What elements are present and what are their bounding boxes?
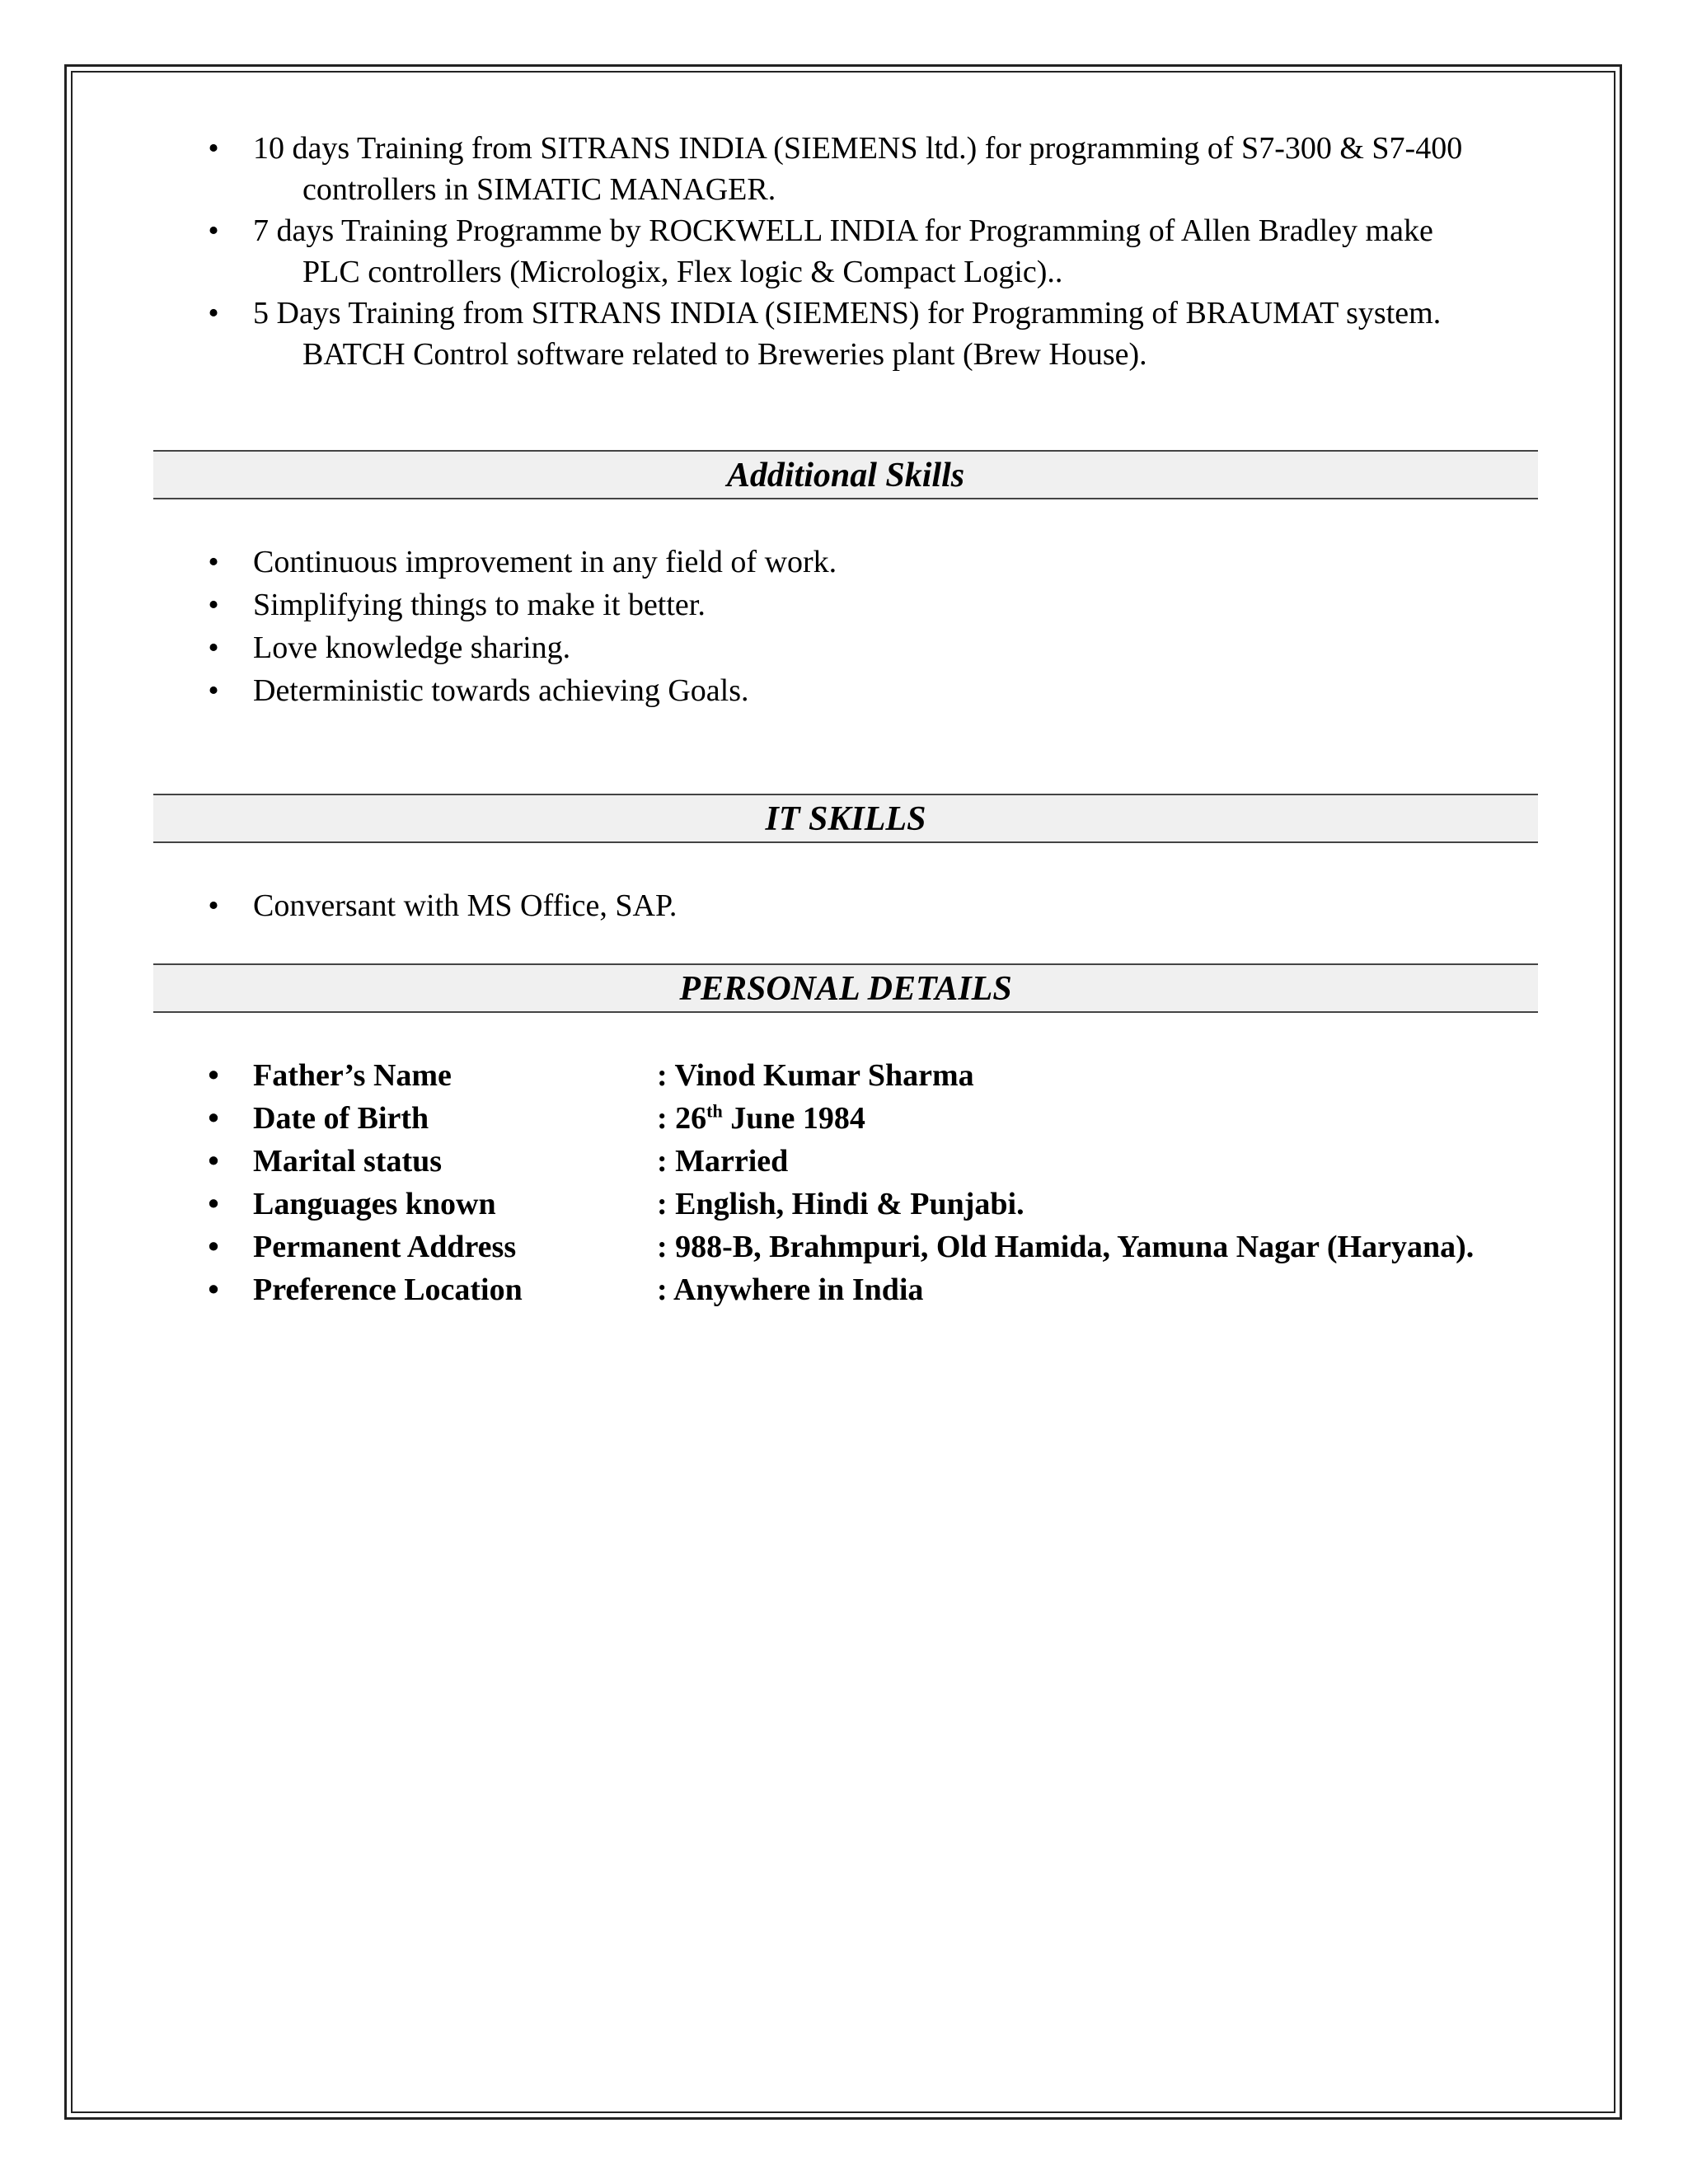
personal-detail-row	[153, 1268, 1538, 1311]
training-item	[153, 210, 1538, 293]
resume-page-content	[153, 128, 1538, 1311]
training-item-line2: PLC controllers (Micrologix, Flex logic & Compact Logic)..	[302, 255, 1063, 289]
bullet-icon: •	[208, 888, 219, 923]
skill-text: Continuous improvement in any field of work.	[253, 545, 837, 579]
detail-value: : English, Hindi & Punjabi.	[657, 1187, 1025, 1221]
bullet-icon: •	[208, 588, 219, 622]
training-item-line1: 7 days Training Programme by ROCKWELL INDIA for Programming of Allen Bradley make	[253, 213, 1433, 248]
section-header-additional-skills: Additional Skills	[153, 450, 1538, 499]
detail-value: : 988-B, Brahmpuri, Old Hamida, Yamuna Nagar (Haryana).	[657, 1230, 1475, 1264]
additional-skills-list	[153, 541, 1538, 712]
bullet-icon: •	[208, 545, 219, 579]
detail-label: Preference Location	[253, 1272, 523, 1307]
personal-details-list	[153, 1054, 1538, 1311]
personal-detail-row	[153, 1183, 1538, 1226]
bullet-icon: •	[208, 630, 219, 665]
detail-label: Father’s Name	[253, 1058, 452, 1093]
detail-label: Permanent Address	[253, 1230, 517, 1264]
dob-month-year: June 1984	[722, 1101, 865, 1136]
bullet-icon: •	[208, 1058, 219, 1093]
bullet-icon: •	[208, 1144, 219, 1179]
list-item	[153, 626, 1538, 669]
bullet-icon: •	[208, 131, 219, 166]
section-header-personal-details: PERSONAL DETAILS	[153, 963, 1538, 1013]
training-item-line1: 10 days Training from SITRANS INDIA (SIEMENS ltd.) for programming of S7-300 & S7-400	[253, 131, 1463, 166]
training-item	[153, 293, 1538, 375]
detail-value: : Married	[657, 1144, 789, 1179]
training-item-line2: controllers in SIMATIC MANAGER.	[302, 172, 776, 207]
list-item	[153, 669, 1538, 712]
dob-ordinal: th	[706, 1100, 723, 1122]
detail-label: Languages known	[253, 1187, 496, 1221]
skill-text: Love knowledge sharing.	[253, 630, 571, 665]
dob-day: : 26	[657, 1101, 707, 1136]
detail-value: : Vinod Kumar Sharma	[657, 1058, 974, 1093]
it-skills-list	[153, 884, 1538, 927]
bullet-icon: •	[208, 296, 219, 330]
bullet-icon: •	[208, 1272, 219, 1307]
detail-value: : Anywhere in India	[657, 1272, 924, 1307]
list-item	[153, 884, 1538, 927]
bullet-icon: •	[208, 1187, 219, 1221]
personal-detail-row	[153, 1140, 1538, 1183]
training-item	[153, 128, 1538, 210]
training-item-line1: 5 Days Training from SITRANS INDIA (SIEMENS) for Programming of BRAUMAT system.	[253, 296, 1442, 330]
personal-detail-row	[153, 1226, 1538, 1268]
list-item	[153, 541, 1538, 583]
personal-detail-row	[153, 1054, 1538, 1097]
training-list	[153, 128, 1538, 375]
bullet-icon: •	[208, 213, 219, 248]
skill-text: Simplifying things to make it better.	[253, 588, 706, 622]
training-item-line2: BATCH Control software related to Breweries plant (Brew House).	[302, 337, 1147, 372]
detail-label: Marital status	[253, 1144, 443, 1179]
section-header-it-skills: IT SKILLS	[153, 794, 1538, 843]
detail-value	[657, 1097, 865, 1140]
bullet-icon: •	[208, 1230, 219, 1264]
bullet-icon: •	[208, 673, 219, 708]
bullet-icon: •	[208, 1101, 219, 1136]
skill-text: Deterministic towards achieving Goals.	[253, 673, 749, 708]
it-skill-text: Conversant with MS Office, SAP.	[253, 888, 678, 923]
list-item	[153, 583, 1538, 626]
personal-detail-row	[153, 1097, 1538, 1140]
detail-label: Date of Birth	[253, 1101, 429, 1136]
